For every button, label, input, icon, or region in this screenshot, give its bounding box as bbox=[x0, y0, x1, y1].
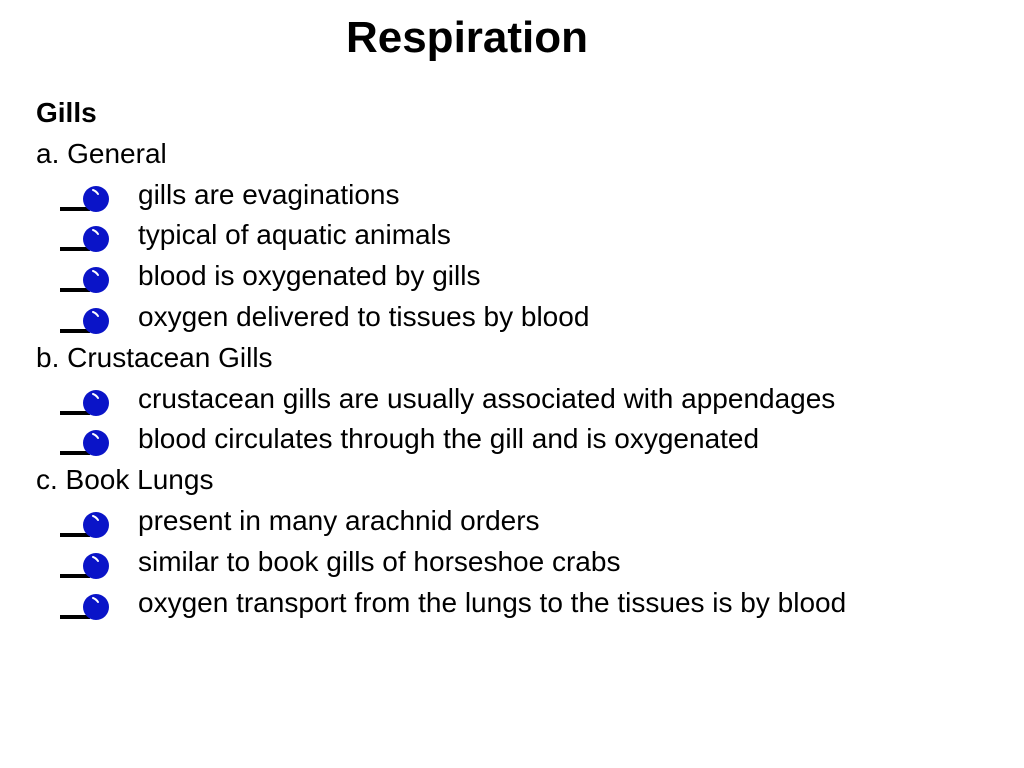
blue-ball-bullet-icon bbox=[60, 552, 112, 580]
list-item-text: blood circulates through the gill and is oxygenated bbox=[138, 423, 760, 455]
blue-ball-bullet-icon bbox=[60, 389, 112, 417]
blue-ball-bullet-icon bbox=[60, 185, 112, 213]
slide-content bbox=[36, 93, 996, 623]
section-crustacean-gills bbox=[36, 338, 996, 460]
list-item bbox=[36, 583, 996, 624]
blue-ball-bullet-icon bbox=[60, 225, 112, 253]
list-item bbox=[36, 542, 996, 583]
blue-ball-bullet-icon bbox=[60, 429, 112, 457]
list-item-text: similar to book gills of horseshoe crabs bbox=[138, 545, 621, 577]
list-item-text: oxygen delivered to tissues by blood bbox=[138, 300, 590, 332]
blue-ball-bullet-icon bbox=[60, 307, 112, 335]
list-item bbox=[36, 175, 996, 216]
list-item-text: blood is oxygenated by gills bbox=[138, 260, 481, 292]
list-item bbox=[36, 419, 996, 460]
list-item-text: oxygen transport from the lungs to the tissues is by blood bbox=[138, 586, 847, 618]
list-item bbox=[36, 501, 996, 542]
list-item bbox=[36, 297, 996, 338]
list-item bbox=[36, 256, 996, 297]
blue-ball-bullet-icon bbox=[60, 266, 112, 294]
section-book-lungs bbox=[36, 460, 996, 623]
blue-ball-bullet-icon bbox=[60, 593, 112, 621]
list-item-text: crustacean gills are usually associated with appendages bbox=[138, 382, 836, 414]
section-label: c. Book Lungs bbox=[36, 464, 214, 496]
list-item-text: typical of aquatic animals bbox=[138, 219, 451, 251]
list-item bbox=[36, 379, 996, 420]
section-heading: Gills bbox=[36, 97, 97, 128]
slide-title: Respiration bbox=[345, 13, 589, 62]
blue-ball-bullet-icon bbox=[60, 511, 112, 539]
section-general bbox=[36, 134, 996, 338]
list-item-text: present in many arachnid orders bbox=[138, 504, 540, 536]
list-item-text: gills are evaginations bbox=[138, 178, 400, 210]
list-item bbox=[36, 215, 996, 256]
section-label: a. General bbox=[36, 137, 167, 169]
section-label: b. Crustacean Gills bbox=[36, 341, 273, 373]
